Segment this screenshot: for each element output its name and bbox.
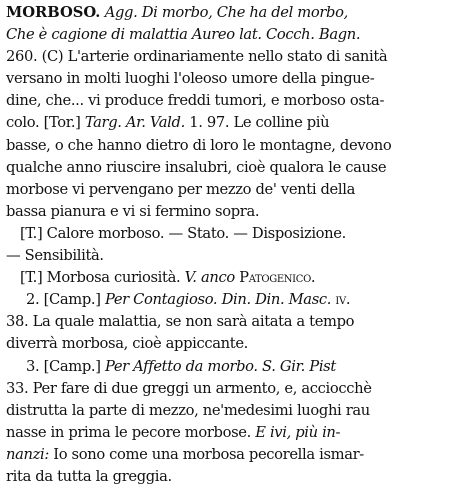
entry-line	[6, 378, 464, 400]
entry-line	[6, 466, 464, 488]
entry-text: Targ. Ar. Vald.	[84, 114, 185, 132]
entry-line	[6, 400, 464, 422]
entry-line	[6, 267, 464, 289]
entry-text: V. anco	[184, 269, 235, 287]
entry-line	[6, 289, 464, 311]
entry-text: Io sono come una morbosa pecorella ismar-	[48, 445, 364, 463]
entry-text: Che è cagione di malattia Aureo lat. Cocch. Bagn.	[6, 26, 361, 44]
entry-line	[6, 135, 464, 157]
entry-text: morbose vi pervengano per mezzo de' venti della	[6, 180, 355, 198]
entry-line	[6, 2, 464, 24]
entry-text: bassa pianura e vi si fermino sopra.	[6, 202, 260, 220]
entry-text: diverrà morbosa, cioè appiccante.	[6, 335, 248, 353]
entry-text: 1. 97. Le colline più	[184, 114, 330, 132]
entry-text: 33. Per fare di due greggi un armento, e, acciocchè	[6, 379, 372, 397]
entry-text: Per Affetto da morbo. S. Gir. Pist	[104, 357, 336, 375]
entry-text: [T.] Calore morboso. — Stato. — Disposizione.	[20, 224, 346, 242]
entry-line	[6, 157, 464, 179]
entry-text: versano in molti luoghi l'oleoso umore della pingue-	[6, 70, 375, 88]
entry-text: [T.] Morbosa curiosità.	[20, 269, 185, 287]
entry-text: dine, che... vi produce freddi tumori, e morboso osta-	[6, 92, 385, 110]
entry-line	[6, 333, 464, 355]
entry-line	[6, 46, 464, 68]
entry-text: iv.	[331, 291, 351, 309]
entry-text: colo. [Tor.]	[6, 114, 85, 132]
entry-line	[6, 422, 464, 444]
entry-line	[6, 311, 464, 333]
entry-text: Agg. Di morbo, Che ha del morbo,	[104, 4, 348, 21]
entry-text: Per Contagioso. Din. Din. Masc.	[104, 291, 332, 309]
entry-text: distrutta la parte di mezzo, ne'medesimi luoghi rau	[6, 401, 370, 419]
entry-line	[6, 112, 464, 134]
entry-line	[6, 201, 464, 223]
entry-text: 38. La quale malattia, se non sarà aitata a tempo	[6, 313, 355, 331]
entry-text: 260. (C) L'arterie ordinariamente nello stato di sanità	[6, 48, 388, 66]
headword: MORBOSO.	[6, 4, 101, 21]
entry-line	[6, 90, 464, 112]
entry-line	[6, 223, 464, 245]
entry-text: qualche anno riuscire insalubri, cioè qualora le cause	[6, 158, 387, 176]
entry-line	[6, 356, 464, 378]
entry-line	[6, 179, 464, 201]
entry-text: E ivi, più in-	[255, 423, 341, 441]
entry-text: 3. [Camp.]	[26, 357, 105, 375]
entry-text: 2. [Camp.]	[26, 291, 105, 309]
entry-line	[6, 245, 464, 267]
entry-line	[6, 24, 464, 46]
entry-text: rita da tutta la greggia.	[6, 467, 172, 485]
entry-text: nasse in prima le pecore morbose.	[6, 423, 256, 441]
entry-text: nanzi:	[6, 445, 49, 463]
entry-text: basse, o che hanno dietro di loro le montagne, devono	[6, 136, 392, 154]
entry-text: — Sensibilità.	[6, 247, 104, 265]
entry-text: Patogenico.	[234, 269, 316, 287]
entry-line	[6, 68, 464, 90]
entry-line	[6, 444, 464, 466]
